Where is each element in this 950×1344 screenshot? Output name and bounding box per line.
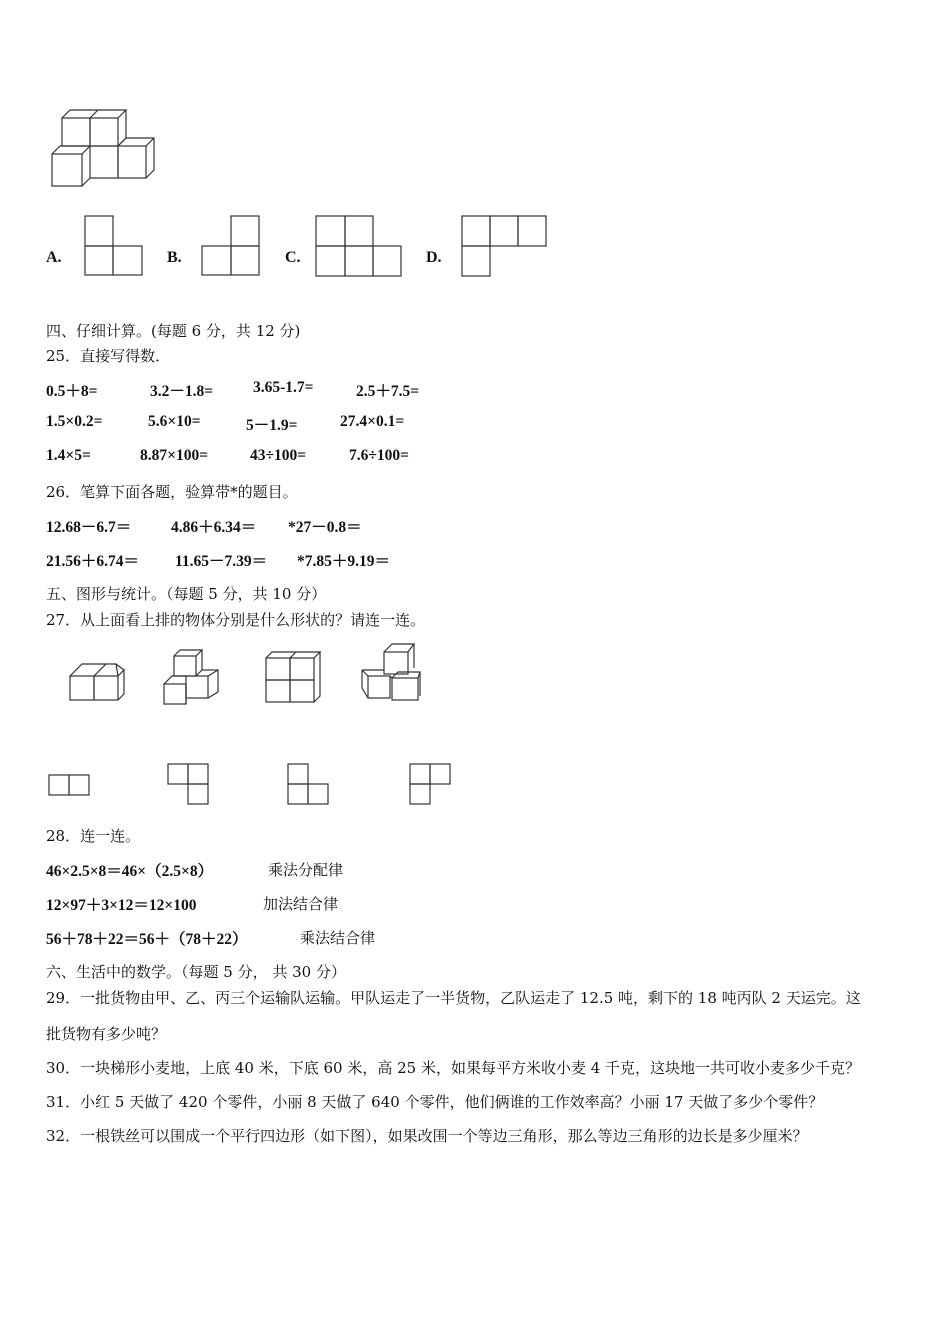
object-1-cubes[interactable]	[68, 660, 126, 704]
q25-prompt: 25．直接写得数．	[46, 347, 171, 365]
q25-item: 3.65-1.7=	[253, 379, 314, 396]
option-d-label[interactable]: D.	[426, 249, 442, 266]
q25-item: 7.6÷100=	[349, 447, 409, 464]
q28-expression[interactable]: 56＋78＋22＝56＋（78＋22）	[46, 931, 248, 948]
q25-item: 8.87×100=	[140, 447, 209, 464]
q31-text: 31．小红 5 天做了 420 个零件，小丽 8 天做了 640 个零件，他们俩谁的工作效率高？小丽 17 天做了多少个零件？	[46, 1093, 824, 1111]
q25-item: 43÷100=	[250, 447, 307, 464]
q25-item: 27.4×0.1=	[340, 413, 405, 430]
q26-prompt: 26．笔算下面各题，验算带*的题目。	[46, 483, 298, 501]
q25-item: 1.5×0.2=	[46, 413, 103, 430]
q25-item: 2.5＋7.5=	[356, 383, 420, 400]
q28-law[interactable]: 加法结合律	[263, 895, 339, 913]
option-a-label[interactable]: A.	[46, 249, 62, 266]
q26-item: *27－0.8＝	[288, 519, 362, 536]
q25-item: 5.6×10=	[148, 413, 201, 430]
top-view-2[interactable]	[167, 763, 211, 807]
q25-item: 1.4×5=	[46, 447, 91, 464]
q26-item: 11.65－7.39＝	[175, 553, 268, 570]
option-b-label[interactable]: B.	[167, 249, 182, 266]
object-4-cubes[interactable]	[358, 640, 426, 706]
q26-item: 12.68－6.7＝	[46, 519, 132, 536]
option-b-shape[interactable]	[201, 215, 261, 277]
q26-item: *7.85＋9.19＝	[297, 553, 391, 570]
q29-line2: 批货物有多少吨？	[46, 1025, 167, 1043]
q28-law[interactable]: 乘法结合律	[300, 929, 376, 947]
section5-heading: 五、图形与统计。（每题 5 分，共 10 分）	[46, 585, 327, 603]
section4-heading: 四、仔细计算。(每题 6 分，共 12 分)	[46, 322, 301, 340]
q28-prompt: 28．连一连。	[46, 827, 141, 845]
q27-prompt: 27．从上面看上排的物体分别是什么形状的？请连一连。	[46, 611, 426, 629]
top-view-4[interactable]	[409, 763, 453, 807]
cube-stack-figure	[46, 104, 161, 194]
q25-item: 0.5＋8=	[46, 383, 98, 400]
top-view-1[interactable]	[48, 774, 92, 798]
top-view-3[interactable]	[287, 763, 331, 807]
option-c-shape[interactable]	[315, 215, 405, 278]
q28-expression[interactable]: 12×97＋3×12＝12×100	[46, 897, 197, 914]
section6-heading: 六、生活中的数学。（每题 5 分， 共 30 分）	[46, 963, 346, 981]
q28-expression[interactable]: 46×2.5×8＝46×（2.5×8）	[46, 863, 214, 880]
q28-law[interactable]: 乘法分配律	[268, 861, 344, 879]
object-3-cubes[interactable]	[262, 648, 324, 706]
q25-item: 3.2－1.8=	[150, 383, 214, 400]
option-c-label[interactable]: C.	[285, 249, 301, 266]
q32-text: 32．一根铁丝可以围成一个平行四边形（如下图），如果改围一个等边三角形，那么等边三角形的边长是多少厘米？	[46, 1127, 808, 1145]
object-2-cubes[interactable]	[162, 646, 226, 708]
option-d-shape[interactable]	[461, 215, 551, 278]
q26-item: 21.56＋6.74＝	[46, 553, 140, 570]
q26-item: 4.86＋6.34＝	[171, 519, 257, 536]
option-a-shape[interactable]	[84, 215, 144, 277]
q29-line1: 29．一批货物由甲、乙、丙三个运输队运输。甲队运走了一半货物，乙队运走了 12.5 吨，剩下的 18 吨丙队 2 天运完。这	[46, 989, 861, 1007]
q30-text: 30．一块梯形小麦地，上底 40 米，下底 60 米，高 25 米，如果每平方米收小麦 4 千克，这块地一共可收小麦多少千克？	[46, 1059, 861, 1077]
q25-item: 5－1.9=	[246, 417, 298, 434]
